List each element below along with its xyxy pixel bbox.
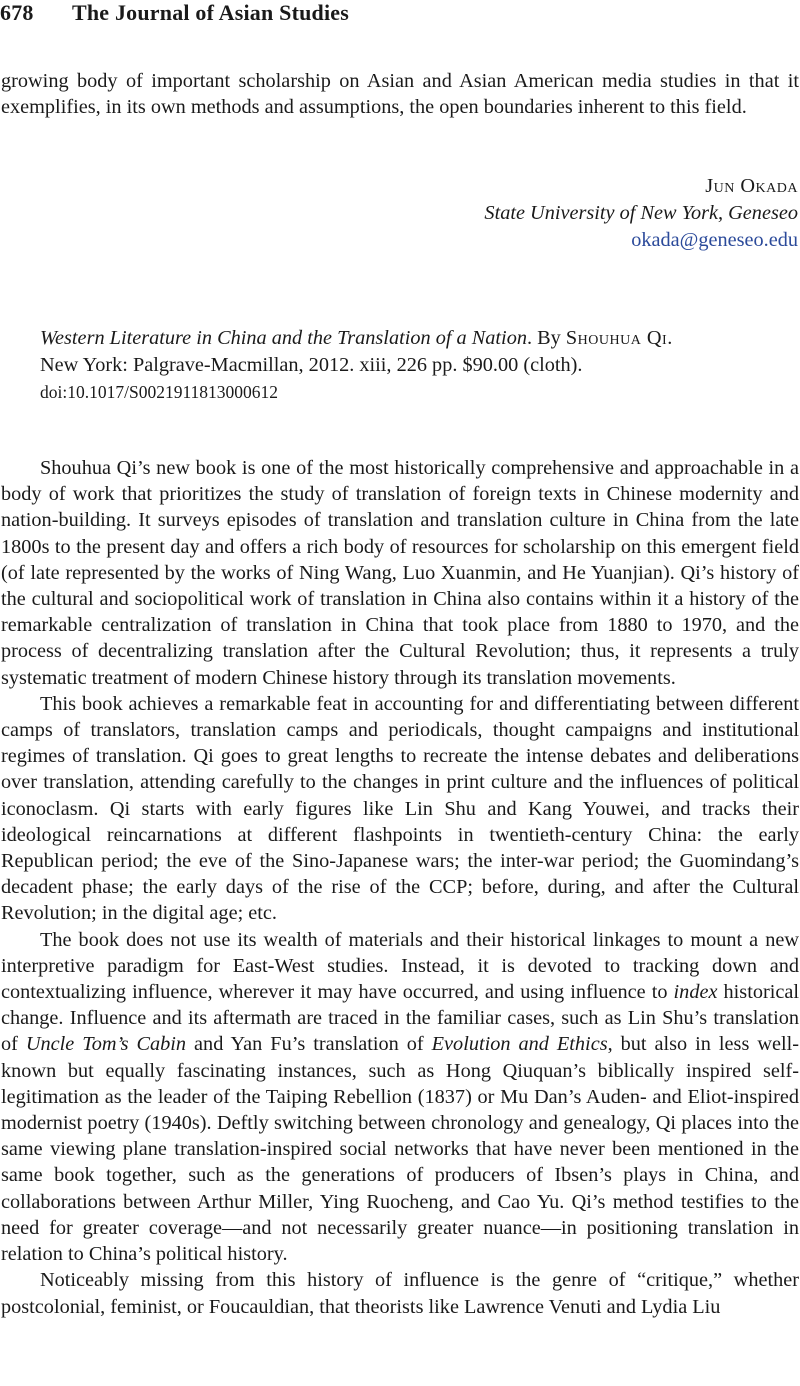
reviewer-email-link[interactable]: okada@geneseo.edu — [631, 229, 798, 251]
book-title: Western Literature in China and the Translation of a Nation — [40, 327, 527, 349]
review-paragraph-2: This book achieves a remarkable feat in accounting for and differentiating between different camps of translators, translation camps and periodicals, thought campaigns and institutional regimes of translation. Qi goes to great lengths to recreate the intense debates and deliberations over translation, attending carefully to the changes in print culture and the influences of political iconoclasm. Qi starts with early figures like Lin Shu and Kang Youwei, and tracks their ideological reincarnations at different flashpoints in twentieth-century China: the early Republican period; the eve of the Sino-Japanese wars; the inter-war period; the Guomindang’s decadent phase; the early days of the rise of the CCP; before, during, and after the Cultural Revolution; in the digital age; etc. — [1, 692, 799, 925]
review-paragraph-4: Noticeably missing from this history of influence is the genre of “critique,” whether postcolonial, feminist, or Foucauldian, that theorists like Lawrence Venuti and Lydia Liu — [1, 1269, 799, 1318]
reviewer-name: Jun Okada — [705, 175, 798, 197]
review-paragraph-1: Shouhua Qi’s new book is one of the most historically comprehensive and approachable in a body of work that prioritizes the study of translation of foreign texts in Chinese modernity and nation-building. It surveys episodes of translation and translation culture in China from the late 1800s to the present day and offers a rich body of resources for scholarship on this emergent field (of late represented by the works of Ning Wang, Luo Xuanmin, and He Yuanjian). Qi’s history of the cultural and sociopolitical work of translation in China also contains within it a history of the remarkable centralization of translation in China that took place from 1880 to 1970, and the process of decentralizing translation after the Cultural Revolution; thus, it represents a truly systematic treatment of modern Chinese history through its translation movements. — [1, 457, 799, 689]
paragraph-3-text-b: historical change. Influence and its aftermath are traced in the familiar cases, such as Lin Shu’s translation of — [1, 981, 799, 1056]
running-header — [0, 0, 349, 26]
book-doi[interactable]: doi:10.1017/S0021911813000612 — [40, 382, 279, 402]
book-publication: New York: Palgrave-Macmillan, 2012. xiii, 226 pp. $90.00 (cloth). — [40, 354, 583, 376]
paragraph-3-text-d: , but also in less well-known but equally fascinating instances, such as Hong Qiuquan’s biblically inspired self-legitimation as the leader of the Taiping Rebellion (1837) or Mu Dan’s Auden- and Eliot-inspired modernist poetry (1940s). Deftly switching between chronology and genealogy, Qi places into the same viewing plane translation-inspired social networks that have never been mentioned in the same book together, such as the generations of producers of Ibsen’s plays in China, and collaborations between Arthur Miller, Ying Ruocheng, and Cao Yu. Qi’s method testifies to the need for greater coverage—and not necessarily greater nuance—in positioning translation in relation to China’s political history. — [1, 1033, 799, 1266]
previous-review-closing-text: growing body of important scholarship on Asian and Asian American media studies in that it exemplifies, in its own methods and assumptions, the open boundaries inherent to this field. — [1, 70, 799, 119]
review-paragraph-3 — [1, 927, 799, 1268]
review-body — [1, 455, 799, 1320]
paragraph-3-text-a: The book does not use its wealth of materials and their historical linkages to mount a new interpretive paradigm for East-West studies. Instead, it is devoted to tracking down and contextualizing influence, wherever it may have occurred, and using influence to — [1, 928, 799, 1004]
book-title-line: Western Literature in China and the Translation of a Nation. By Shouhua Qi. — [40, 327, 673, 349]
book-title-evolution-and-ethics: Evolution and Ethics — [431, 1033, 608, 1056]
book-title-uncle-toms-cabin: Uncle Tom’s Cabin — [25, 1033, 187, 1056]
reviewer-signature — [484, 173, 798, 254]
reviewer-institution: State University of New York, Geneseo — [484, 202, 798, 224]
page-number: 678 — [0, 0, 34, 25]
book-citation — [40, 325, 780, 405]
paragraph-3-emphasis-index: index — [673, 981, 718, 1004]
book-by: . By — [526, 327, 566, 349]
book-author: Shouhua Qi — [565, 327, 668, 349]
journal-title: The Journal of Asian Studies — [72, 0, 350, 25]
paragraph-3-text-c: and Yan Fu’s translation of — [186, 1033, 432, 1056]
